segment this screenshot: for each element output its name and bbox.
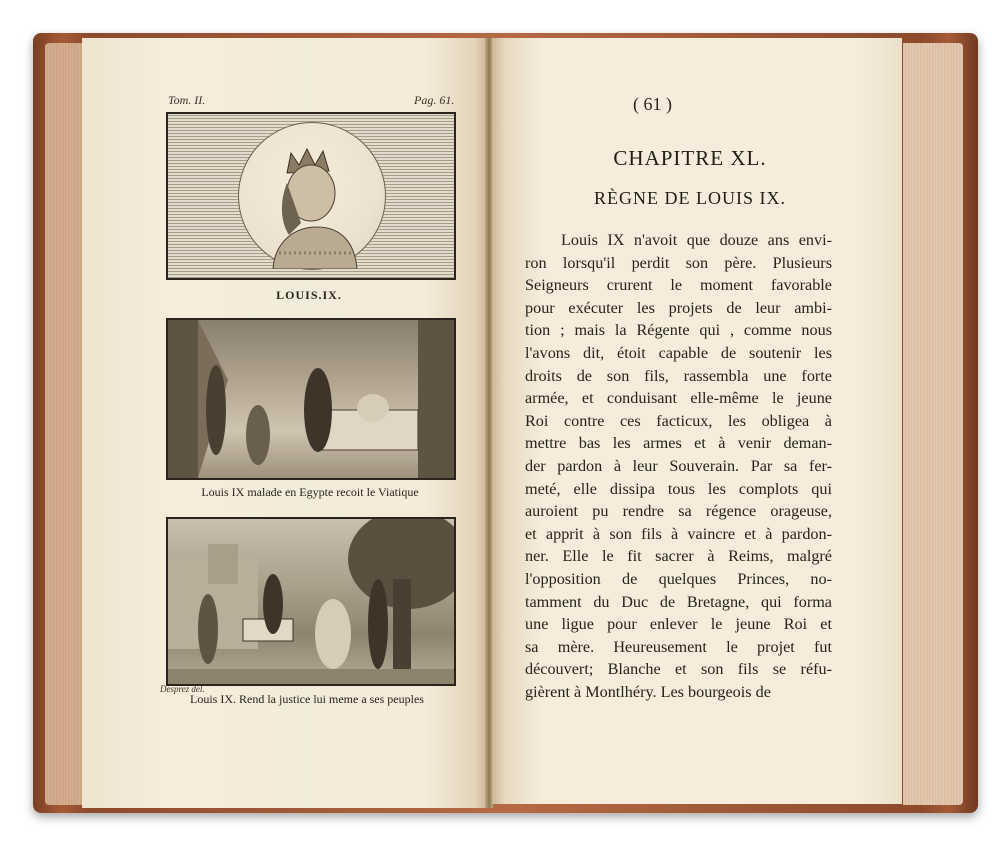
text-line: armée, et conduisant elle-même le jeune [525,389,832,408]
text-line: der pardon à leur Souverain. Par sa fer- [525,456,832,475]
text-line: Louis IX n'avoit que douze ans envi- [561,231,832,249]
page-edges-right [903,43,963,805]
text-line: tamment du Duc de Bretagne, qui forma [525,592,832,611]
text-line: ner. Elle le fit sacrer à Reims, malgré [525,547,832,566]
text-line: pour exécuter les projets de leur ambi- [525,298,832,317]
chapter-heading: CHAPITRE XL. [613,146,767,170]
scene-engraving-viaticum [166,318,456,480]
chapter-subtitle: RÈGNE DE LOUIS IX. [594,188,786,208]
justice-caption: Louis IX. Rend la justice lui meme a ses peuples [190,692,424,706]
text-line: Roi contre ces facticux, les obligea à [525,411,832,430]
chapter-text [525,229,832,703]
text-line: Seigneurs crurent le moment favorable [525,276,832,295]
page-edges-left [45,43,85,805]
portrait-medallion [238,122,386,270]
viaticum-caption: Louis IX malade en Egypte recoit le Viatique [201,485,419,499]
text-line: auroient pu rendre sa régence orageuse, [525,502,832,521]
portrait-caption: LOUIS.IX. [276,288,342,302]
text-line: ron lorsqu'il perdit son père. Plusieurs [525,253,832,272]
text-line: gièrent à Montlhéry. Les bourgeois de [525,682,771,701]
text-line: une ligue pour enlever le jeune Roi et [525,615,832,634]
viaticum-scene-illustration [168,320,454,478]
scene-engraving-justice [166,517,456,686]
justice-scene-illustration [168,519,454,684]
text-line: découvert; Blanche et son fils se réfu- [525,660,832,679]
text-line: l'opposition de quelques Princes, no- [525,569,832,588]
engraver-signature: Desprez del. [160,684,205,694]
text-line: tion ; mais la Régente qui , comme nous [525,321,832,340]
king-profile-illustration [239,123,385,269]
header-tome: Tom. II. [168,93,206,107]
page-folio: ( 61 ) [633,94,672,114]
text-line: l'avons dit, étoit capable de soutenir les [525,343,832,362]
header-page-ref: Pag. 61. [414,93,455,107]
text-line: sa mère. Heureusement le projet fut [525,637,832,656]
text-line: droits de son fils, rassembla une forte [525,366,832,385]
text-line: et apprit à son fils à vaincre et à pardon- [525,524,832,543]
text-line: meté, elle dissipa tous les complots qui [525,479,832,498]
portrait-engraving [166,112,456,280]
text-line: mettre bas les armes et à venir deman- [525,434,832,453]
